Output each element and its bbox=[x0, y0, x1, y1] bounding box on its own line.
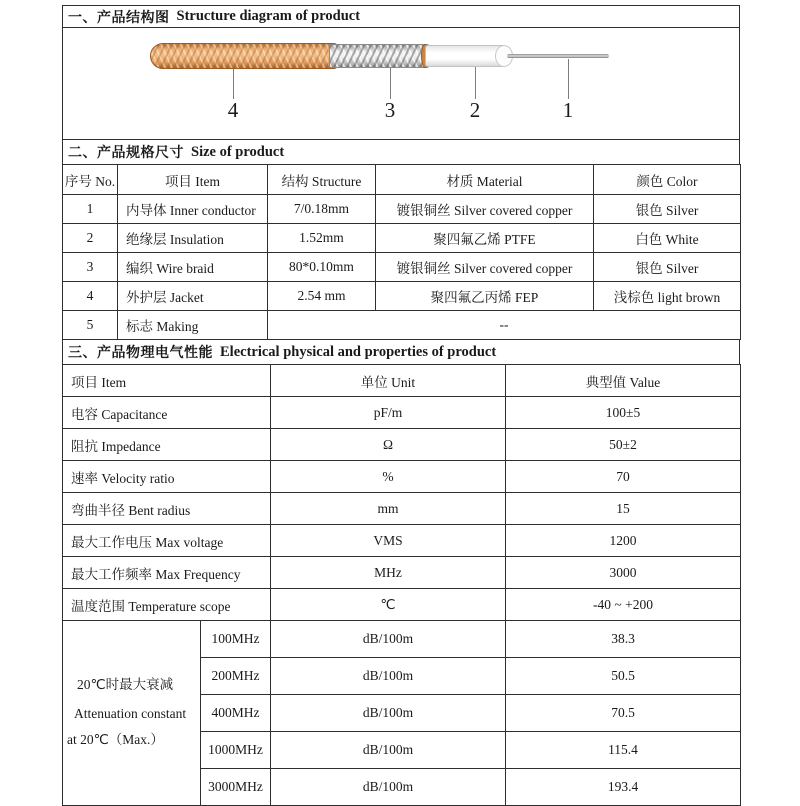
cell-value: 115.4 bbox=[506, 732, 741, 769]
cell-item: 速率 Velocity ratio bbox=[63, 461, 271, 493]
cell-unit: ℃ bbox=[271, 589, 506, 621]
section2-title-cn: 二、产品规格尺寸 bbox=[68, 145, 184, 161]
table-row bbox=[63, 429, 741, 461]
cell-value: 100±5 bbox=[506, 397, 741, 429]
cell-value: 3000 bbox=[506, 557, 741, 589]
size-header-color: 颜色 Color bbox=[594, 165, 741, 195]
cable-jacket bbox=[150, 43, 338, 69]
section3-title-bar bbox=[62, 339, 740, 365]
cell-frequency: 3000MHz bbox=[201, 769, 271, 806]
cell-unit: dB/100m bbox=[271, 695, 506, 732]
cell-item: 阻抗 Impedance bbox=[63, 429, 271, 461]
cell-frequency: 400MHz bbox=[201, 695, 271, 732]
cell-material: 聚四氟乙烯 PTFE bbox=[376, 224, 594, 253]
cable-structure-diagram bbox=[62, 27, 740, 140]
cell-value: 193.4 bbox=[506, 769, 741, 806]
prop-header-value: 典型值 Value bbox=[506, 365, 741, 397]
table-row bbox=[63, 461, 741, 493]
cell-unit: MHz bbox=[271, 557, 506, 589]
size-header-structure: 结构 Structure bbox=[268, 165, 376, 195]
prop-header-item: 项目 Item bbox=[63, 365, 271, 397]
cell-item: 内导体 Inner conductor bbox=[118, 195, 268, 224]
section2-title-en: Size of product bbox=[191, 143, 285, 160]
cell-value: 50±2 bbox=[506, 429, 741, 461]
size-of-product-table bbox=[62, 164, 741, 340]
cell-structure: 7/0.18mm bbox=[268, 195, 376, 224]
cell-value: 1200 bbox=[506, 525, 741, 557]
cell-value: 15 bbox=[506, 493, 741, 525]
cell-unit: dB/100m bbox=[271, 658, 506, 695]
cell-unit: dB/100m bbox=[271, 769, 506, 806]
leader-line-4 bbox=[233, 69, 234, 99]
cell-unit: % bbox=[271, 461, 506, 493]
cable-insulation bbox=[425, 45, 506, 67]
table-row bbox=[63, 311, 741, 340]
cell-value: 38.3 bbox=[506, 621, 741, 658]
electrical-properties-table bbox=[62, 364, 741, 621]
cell-frequency: 100MHz bbox=[201, 621, 271, 658]
cell-color: 银色 Silver bbox=[594, 195, 741, 224]
size-header-no: 序号 No. bbox=[63, 165, 118, 195]
table-row bbox=[63, 557, 741, 589]
cell-item: 编织 Wire braid bbox=[118, 253, 268, 282]
cell-color: 银色 Silver bbox=[594, 253, 741, 282]
prop-header-unit: 单位 Unit bbox=[271, 365, 506, 397]
size-table-header-row bbox=[63, 165, 741, 195]
cell-item: 最大工作电压 Max voltage bbox=[63, 525, 271, 557]
cell-item: 标志 Making bbox=[118, 311, 268, 340]
cell-no: 3 bbox=[63, 253, 118, 282]
cell-no: 4 bbox=[63, 282, 118, 311]
leader-line-3 bbox=[390, 68, 391, 99]
leader-line-1 bbox=[568, 59, 569, 99]
table-row bbox=[63, 253, 741, 282]
cell-material: 镀银铜丝 Silver covered copper bbox=[376, 253, 594, 282]
cell-unit: dB/100m bbox=[271, 621, 506, 658]
cell-item: 绝缘层 Insulation bbox=[118, 224, 268, 253]
cable-inner-conductor bbox=[507, 54, 609, 58]
attenuation-label-cn: 20℃时最大衰减 bbox=[77, 676, 174, 692]
cell-item: 弯曲半径 Bent radius bbox=[63, 493, 271, 525]
table-row bbox=[63, 397, 741, 429]
section3-title-en: Electrical physical and properties of product bbox=[220, 343, 497, 360]
cell-value: 70.5 bbox=[506, 695, 741, 732]
table-row bbox=[63, 195, 741, 224]
cell-unit: mm bbox=[271, 493, 506, 525]
table-row bbox=[63, 621, 741, 658]
cell-material: 镀银铜丝 Silver covered copper bbox=[376, 195, 594, 224]
cell-structure: 2.54 mm bbox=[268, 282, 376, 311]
attenuation-label-cell bbox=[63, 621, 201, 806]
cell-value: -40 ~ +200 bbox=[506, 589, 741, 621]
part-label-conductor: 1 bbox=[562, 98, 574, 122]
cell-structure: 1.52mm bbox=[268, 224, 376, 253]
cell-item: 最大工作频率 Max Frequency bbox=[63, 557, 271, 589]
table-row bbox=[63, 525, 741, 557]
cell-value: 50.5 bbox=[506, 658, 741, 695]
cell-unit: Ω bbox=[271, 429, 506, 461]
section1-title-bar bbox=[62, 5, 740, 28]
cell-item: 温度范围 Temperature scope bbox=[63, 589, 271, 621]
leader-line-2 bbox=[475, 67, 476, 99]
cell-no: 5 bbox=[63, 311, 118, 340]
cell-material: 聚四氟乙丙烯 FEP bbox=[376, 282, 594, 311]
size-header-item: 项目 Item bbox=[118, 165, 268, 195]
table-row bbox=[63, 282, 741, 311]
section2-title-bar bbox=[62, 139, 740, 165]
attenuation-table bbox=[62, 620, 741, 806]
cell-item: 电容 Capacitance bbox=[63, 397, 271, 429]
properties-header-row bbox=[63, 365, 741, 397]
attenuation-label-en1: Attenuation constant bbox=[74, 705, 187, 721]
table-row bbox=[63, 589, 741, 621]
part-label-braid: 3 bbox=[384, 98, 396, 122]
cell-unit: VMS bbox=[271, 525, 506, 557]
part-label-insulation: 2 bbox=[469, 98, 481, 122]
cell-color: 白色 White bbox=[594, 224, 741, 253]
section3-title-cn: 三、产品物理电气性能 bbox=[68, 345, 213, 361]
cell-value: 70 bbox=[506, 461, 741, 493]
cell-frequency: 200MHz bbox=[201, 658, 271, 695]
cell-merged-value: -- bbox=[268, 311, 741, 340]
cable-wire-braid bbox=[329, 44, 429, 68]
size-header-material: 材质 Material bbox=[376, 165, 594, 195]
cell-no: 1 bbox=[63, 195, 118, 224]
section1-title-cn: 一、产品结构图 bbox=[68, 9, 170, 26]
section1-title-en: Structure diagram of product bbox=[176, 8, 361, 24]
cell-unit: dB/100m bbox=[271, 732, 506, 769]
cell-item: 外护层 Jacket bbox=[118, 282, 268, 311]
part-label-jacket: 4 bbox=[227, 98, 239, 122]
cell-unit: pF/m bbox=[271, 397, 506, 429]
cell-no: 2 bbox=[63, 224, 118, 253]
product-spec-document bbox=[62, 5, 740, 806]
cell-structure: 80*0.10mm bbox=[268, 253, 376, 282]
attenuation-label-en2: at 20℃（Max.） bbox=[67, 731, 164, 747]
table-row bbox=[63, 224, 741, 253]
table-row bbox=[63, 493, 741, 525]
cell-color: 浅棕色 light brown bbox=[594, 282, 741, 311]
cell-frequency: 1000MHz bbox=[201, 732, 271, 769]
